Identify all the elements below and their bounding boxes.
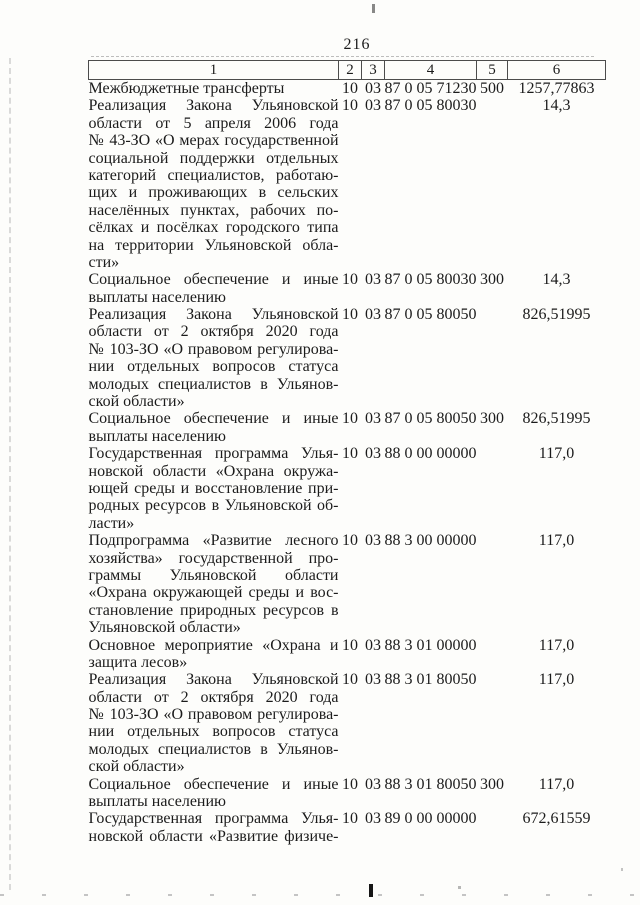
table-row xyxy=(89,532,606,636)
section-code-cell: 10 xyxy=(342,636,358,654)
text-line: Социальное обеспечение и иные xyxy=(88,775,339,793)
table-row xyxy=(89,671,606,775)
section-code-cell: 10 xyxy=(342,410,358,428)
amount-cell: 117,0 xyxy=(538,671,575,689)
expense-type-code-cell xyxy=(477,306,508,410)
row-name-cell xyxy=(89,637,339,672)
page-number: 216 xyxy=(343,36,371,53)
table-row xyxy=(89,410,606,445)
target-article-code-cell: 88 3 00 00000 xyxy=(384,532,477,550)
amount-cell: 117,0 xyxy=(538,532,575,550)
text-line: № 103-ЗО «О правовом регулирова- xyxy=(88,706,339,724)
target-article-code-cell: 88 3 01 00000 xyxy=(384,636,477,654)
target-article-code-cell: 89 0 00 00000 xyxy=(384,810,477,828)
text-line: сти» xyxy=(88,253,120,271)
table-header-row xyxy=(89,61,606,80)
text-line: молодых специалистов в Ульянов- xyxy=(88,740,339,758)
header-cell-2: 2 xyxy=(339,61,362,80)
amount-cell: 117,0 xyxy=(538,445,575,463)
text-line: области от 5 апреля 2006 года xyxy=(88,114,339,132)
section-code-cell: 10 xyxy=(342,532,358,550)
table-row xyxy=(89,80,606,98)
subsection-code-cell: 03 xyxy=(365,775,381,793)
scan-artifact-header-ghost-line xyxy=(91,56,594,57)
table-body xyxy=(89,80,606,846)
target-article-code-cell: 87 0 05 80050 xyxy=(384,306,477,324)
table-row xyxy=(89,637,606,672)
subsection-code-cell: 03 xyxy=(365,671,381,689)
amount-cell: 117,0 xyxy=(538,636,575,654)
text-line: нии отдельных вопросов статуса xyxy=(88,723,339,741)
text-line: Реализация Закона Ульяновской xyxy=(88,97,339,115)
expense-type-code-cell xyxy=(477,532,508,636)
text-line: Основное мероприятие «Охрана и xyxy=(88,636,339,654)
text-line: новской области «Охрана окружа- xyxy=(88,462,339,480)
amount-cell: 672,61559 xyxy=(522,810,591,828)
table-row xyxy=(89,97,606,271)
target-article-code-cell: 87 0 05 80030 xyxy=(384,271,477,289)
subsection-code-cell: 03 xyxy=(365,306,381,324)
expense-type-code-cell xyxy=(477,445,508,532)
text-line: ской области» xyxy=(88,758,185,776)
row-name-cell xyxy=(89,410,339,445)
text-line: сёлках и посёлках городского типа xyxy=(88,219,339,237)
text-line: ской области» xyxy=(88,393,185,411)
subsection-code-cell: 03 xyxy=(365,636,381,654)
subsection-code-cell: 03 xyxy=(365,271,381,289)
amount-cell: 14,3 xyxy=(542,97,571,115)
text-line: ласти» xyxy=(88,514,135,532)
amount-cell: 826,51995 xyxy=(522,410,591,428)
header-cell-1: 1 xyxy=(89,61,339,80)
text-line: хозяйства» государственной про- xyxy=(88,549,339,567)
amount-cell: 1257,77863 xyxy=(518,80,595,97)
text-line: Подпрограмма «Развитие лесного xyxy=(88,532,339,550)
amount-cell: 14,3 xyxy=(542,271,571,289)
target-article-code-cell: 88 0 00 00000 xyxy=(384,445,477,463)
scan-artifact-top-mark xyxy=(372,4,375,13)
amount-cell: 117,0 xyxy=(538,775,575,793)
text-line: Социальное обеспечение и иные xyxy=(88,410,339,428)
section-code-cell: 10 xyxy=(342,80,358,97)
row-name-cell xyxy=(89,445,339,532)
expense-type-code-cell: 300 xyxy=(480,410,504,428)
text-line: щих и проживающих в сельских xyxy=(88,184,339,202)
target-article-code-cell: 87 0 05 71230 xyxy=(384,80,477,97)
subsection-code-cell: 03 xyxy=(365,97,381,115)
row-name-cell xyxy=(89,810,339,845)
row-name-cell xyxy=(89,97,339,271)
table-row xyxy=(89,810,606,845)
expense-type-code-cell xyxy=(477,671,508,775)
section-code-cell: 10 xyxy=(342,775,358,793)
text-line: новской области «Развитие физиче- xyxy=(88,827,339,845)
section-code-cell: 10 xyxy=(342,306,358,324)
budget-table xyxy=(88,60,606,845)
row-name-cell xyxy=(89,80,339,98)
text-line: родных ресурсов в Ульяновской об- xyxy=(88,497,339,515)
expense-type-code-cell: 300 xyxy=(480,775,504,793)
text-line: становление природных ресурсов в xyxy=(88,601,339,619)
text-line: ющей среды и восстановление при- xyxy=(88,480,339,497)
text-line: «Охрана окружающей среды и вос- xyxy=(88,584,339,602)
subsection-code-cell: 03 xyxy=(365,532,381,550)
expense-type-code-cell xyxy=(477,637,508,672)
subsection-code-cell: 03 xyxy=(365,810,381,828)
text-line: № 103-ЗО «О правовом регулирова- xyxy=(88,340,339,358)
section-code-cell: 10 xyxy=(342,271,358,289)
header-cell-3: 3 xyxy=(362,61,385,80)
target-article-code-cell: 88 3 01 80050 xyxy=(384,775,477,793)
scan-artifact-bottom-dots xyxy=(0,894,640,896)
table-header xyxy=(89,61,606,80)
row-name-cell xyxy=(89,776,339,811)
target-article-code-cell: 87 0 05 80030 xyxy=(384,97,477,115)
row-name-cell xyxy=(89,271,339,306)
text-line: области от 2 октября 2020 года xyxy=(88,688,339,706)
text-line: Реализация Закона Ульяновской xyxy=(88,306,339,324)
text-line: № 43-ЗО «О мерах государственной xyxy=(88,132,339,150)
text-line: выплаты населению xyxy=(88,288,227,306)
text-line: области от 2 октября 2020 года xyxy=(88,323,339,341)
text-line: Межбюджетные трансферты xyxy=(88,80,285,97)
text-line: населённых пунктах, рабочих по- xyxy=(88,201,339,219)
text-line: категорий специалистов, работаю- xyxy=(88,166,339,184)
row-name-cell xyxy=(89,532,339,636)
row-name-cell xyxy=(89,671,339,775)
header-cell-5: 5 xyxy=(477,61,508,80)
text-line: Ульяновской области» xyxy=(88,619,241,637)
expense-type-code-cell xyxy=(477,810,508,845)
row-name-cell xyxy=(89,306,339,410)
text-line: граммы Ульяновской области xyxy=(88,566,339,584)
text-line: молодых специалистов в Ульянов- xyxy=(88,375,339,393)
text-line: социальной поддержки отдельных xyxy=(88,149,339,167)
text-line: выплаты населению xyxy=(88,793,227,811)
text-line: Социальное обеспечение и иные xyxy=(88,271,339,289)
text-line: защита лесов» xyxy=(88,653,188,671)
subsection-code-cell: 03 xyxy=(365,410,381,428)
header-cell-6: 6 xyxy=(508,61,606,80)
target-article-code-cell: 88 3 01 80050 xyxy=(384,671,477,689)
table-row xyxy=(89,306,606,410)
subsection-code-cell: 03 xyxy=(365,80,381,97)
target-article-code-cell: 87 0 05 80050 xyxy=(384,410,477,428)
expense-type-code-cell: 500 xyxy=(480,80,504,97)
section-code-cell: 10 xyxy=(342,445,358,463)
section-code-cell: 10 xyxy=(342,671,358,689)
text-line: нии отдельных вопросов статуса xyxy=(88,358,339,376)
table-row xyxy=(89,445,606,532)
scan-artifact-speck xyxy=(621,868,623,871)
text-line: Государственная программа Улья- xyxy=(88,810,339,828)
section-code-cell: 10 xyxy=(342,97,358,115)
section-code-cell: 10 xyxy=(342,810,358,828)
text-line: Реализация Закона Ульяновской xyxy=(88,671,339,689)
table-row xyxy=(89,271,606,306)
header-cell-4: 4 xyxy=(385,61,477,80)
amount-cell: 826,51995 xyxy=(522,306,591,324)
table-row xyxy=(89,776,606,811)
scan-artifact-left-edge xyxy=(9,58,11,890)
subsection-code-cell: 03 xyxy=(365,445,381,463)
text-line: выплаты населению xyxy=(88,427,227,445)
scan-artifact-speck xyxy=(458,886,461,889)
expense-type-code-cell: 300 xyxy=(480,271,504,289)
text-line: Государственная программа Улья- xyxy=(88,445,339,463)
expense-type-code-cell xyxy=(477,97,508,271)
text-line: на территории Ульяновской обла- xyxy=(88,236,339,254)
